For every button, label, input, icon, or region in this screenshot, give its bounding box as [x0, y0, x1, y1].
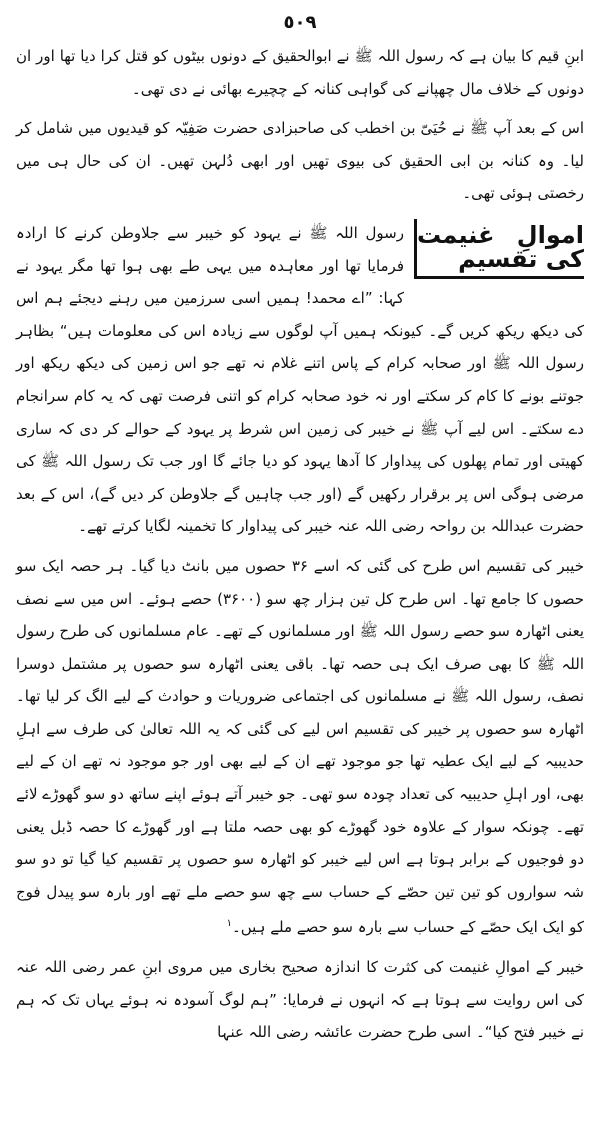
page-number: ٥٠٩: [283, 12, 317, 33]
section-heading-box: [414, 219, 584, 279]
section-spoils-distribution: [16, 217, 584, 543]
paragraph-2: اس کے بعد آپ ﷺ نے حُیَیّ بن اخطب کی صاحبزادی حضرت صَفِیّہ کو قیدیوں میں شامل کر لیا۔ وہ کنانہ بن ابی الحقیق کی بیوی تھیں اور ابھی دُلہن تھیں۔ ان کی حال ہی میں رخصتی ہوئی تھی۔: [16, 119, 584, 203]
footnote-marker: ۱: [226, 918, 232, 930]
paragraph-4: [16, 550, 584, 944]
page-body: [16, 40, 584, 1049]
paragraph-3: رسول اللہ ﷺ نے یہود کو خیبر سے جلاوطن کرنے کا ارادہ فرمایا تھا اور معاہدہ میں یہی طے بھی ہوا تھا مگر یہود نے کہا: ”اے محمد! ہمیں اسی سرزمین میں رہنے دیجئے ہم اس کی دیکھ ریکھ کریں گے۔ کیونکہ ہمیں آپ لوگوں سے زیادہ اس کی معلومات ہیں“ بظاہر رسول اللہ ﷺ اور صحابہ کرام کے پاس اتنے غلام نہ تھے جو اس زمین کی دیکھ ریکھ اور جوتنے بونے کا کام کر سکتے اور نہ خود صحابہ کرام کو اتنی فرصت تھی کہ یہ کام سرانجام دے سکتے۔ اس لیے آپ ﷺ نے خیبر کی زمین اس شرط پر یہود کے حوالے کر دی کہ ساری کھیتی اور تمام پھلوں کی پیداوار کا آدھا یہود کو دیا جائے گا اور جب تک رسول اللہ ﷺ کی مرضی ہوگی اس پر برقرار رکھیں گے (اور جب چاہیں گے جلاوطن کر دیں گے)، اس کے بعد حضرت عبداللہ بن رواحہ رضی اللہ عنہ خیبر کی پیداوار کا تخمینہ لگایا کرتے تھے۔: [16, 223, 584, 536]
paragraph-1: ابنِ قیم کا بیان ہے کہ رسول اللہ ﷺ نے ابوالحقیق کے دونوں بیٹوں کو قتل کرا دیا تھا اور ان دونوں کے خلاف مال چھپانے کی گواہی کنانہ کے چچیرے بھائی نے دی تھی۔: [16, 47, 584, 98]
paragraph-4-text: خیبر کی تقسیم اس طرح کی گئی کہ اسے ۳۶ حصوں میں بانٹ دیا گیا۔ ہر حصہ ایک سو حصوں کا جامع تھا۔ اس طرح کل تین ہزار چھ سو (۳۶۰۰) حصے ہوئے۔ اس میں سے نصف یعنی اٹھارہ سو حصے رسول اللہ ﷺ اور مسلمانوں کے تھے۔ عام مسلمانوں کی طرح رسول اللہ ﷺ کا بھی صرف ایک ہی حصہ تھا۔ باقی یعنی اٹھارہ سو حصوں پر مشتمل دوسرا نصف، رسول اللہ ﷺ نے مسلمانوں کی اجتماعی ضروریات و حوادث کے لیے الگ کر لیا تھا۔ اٹھارہ سو حصوں پر خیبر کی تقسیم اس لیے کی گئی کہ یہ اللہ تعالیٰ کی طرف سے اہلِ حدیبیہ کے لیے ایک عطیہ تھا جو موجود تھے ان کے لیے بھی اور جو موجود نہ تھے ان کے لیے بھی، اور اہلِ حدیبیہ کی تعداد چودہ سو تھی۔ جو خیبر آتے ہوئے اپنے ساتھ دو سو گھوڑے لائے تھے۔ چونکہ سوار کے علاوہ خود گھوڑے کو بھی حصہ ملتا ہے اور گھوڑے کا حصہ ڈبل یعنی دو فوجیوں کے برابر ہوتا ہے اس لیے خیبر کو اٹھارہ سو حصوں پر تقسیم کیا گیا تو دو سو شہ سواروں کو تین تین حصّے کے حساب سے چھ سو حصے ملے تھے اور بارہ سو پیدل فوج کو ایک ایک حصّے کے حساب سے بارہ سو حصے ملے ہیں۔: [16, 556, 584, 937]
paragraph-5: خیبر کے اموالِ غنیمت کی کثرت کا اندازہ صحیح بخاری میں مروی ابنِ عمر رضی اللہ عنہ کی اس روایت سے ہوتا ہے کہ انہوں نے فرمایا: ”ہم لوگ آسودہ نہ ہوئے یہاں تک کہ ہم نے خیبر فتح کیا“۔ اسی طرح حضرت عائشہ رضی اللہ عنہا: [16, 958, 584, 1042]
section-heading: اموالِ غنیمت کی تقسیم: [417, 221, 584, 274]
